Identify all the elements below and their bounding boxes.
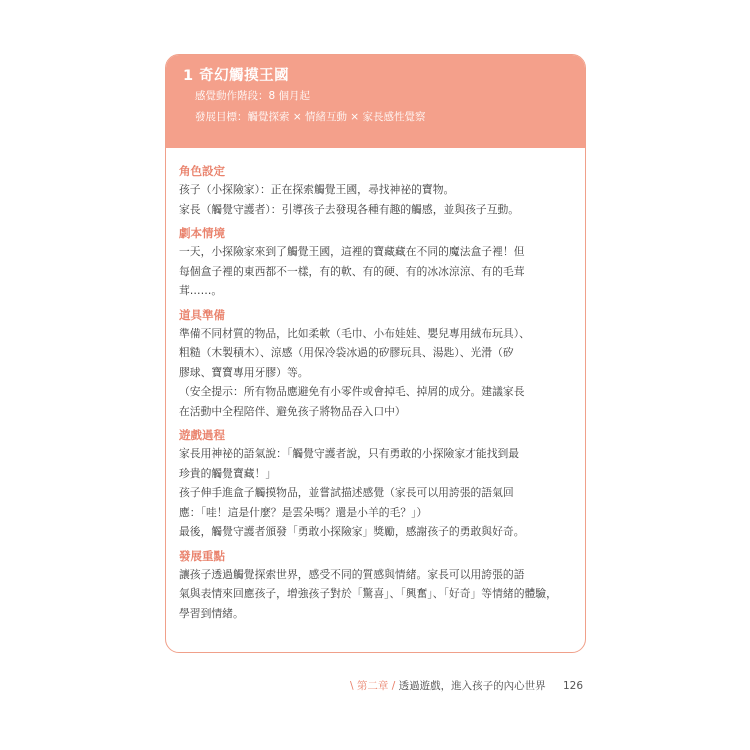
section-title: 遊戲過程 [179,428,225,442]
card-title: 1 奇幻觸摸王國 [183,68,290,84]
section-line: 粗糙（木製積木）、涼感（用保冷袋冰過的矽膠玩具、湯匙）、光滑（矽 [179,346,514,359]
section-props [179,306,573,422]
development-goal: 發展目標：觸覺探索 × 情緒互動 × 家長感性覺察 [195,111,426,123]
card-body [166,148,585,623]
section-line: 家長（觸覺守護者）：引導孩子去發現各種有趣的觸感，並與孩子互動。 [179,202,520,216]
section-title: 劇本情境 [179,226,225,240]
section-line: 珍貴的觸覺寶藏！」 [179,466,277,480]
section-line: 氣與表情來回應孩子，增強孩子對於「驚喜」、「興奮」、「好奇」等情緒的體驗， [179,587,557,600]
section-process [179,426,573,542]
chapter-title: 透過遊戲，進入孩子的內心世界 [398,680,546,692]
section-line: 家長用神祕的語氣說：「觸覺守護者說，只有勇敢的小探險家才能找到最 [179,447,520,460]
section-line: 一天，小探險家來到了觸覺王國，這裡的寶藏藏在不同的魔法盒子裡！但 [179,245,525,258]
section-line: （安全提示：所有物品應避免有小零件或會掉毛、掉屑的成分。建議家長 [179,385,525,398]
section-line: 準備不同材質的物品，比如柔軟（毛巾、小布娃娃、嬰兒專用絨布玩具）、 [179,326,530,340]
section-line: 應：「哇！這是什麼？是雲朵嗎？還是小羊的毛？」） [179,505,428,519]
activity-card [165,54,586,653]
section-focus [179,547,573,624]
card-header [166,55,585,148]
section-title: 角色設定 [179,164,225,178]
section-line: 最後，觸覺守護者頒發「勇敢小探險家」獎勵，感謝孩子的勇敢與好奇。 [179,525,525,538]
section-line: 膠球、寶寶專用牙膠）等。 [179,365,309,379]
section-line: 在活動中全程陪伴、避免孩子將物品吞入口中） [179,404,406,418]
page-number: 126 [562,680,584,692]
section-title: 發展重點 [179,548,225,563]
section-line: 學習到情緒。 [179,606,244,620]
section-line: 每個盒子裡的東西都不一樣，有的軟、有的硬、有的冰冰涼涼、有的毛茸 [179,264,525,278]
footer-slash-right: / [391,680,396,692]
section-scenario [179,224,573,301]
chapter-label: 第二章 [356,680,389,692]
section-line: 讓孩子透過觸覺探索世界，感受不同的質感與情緒。家長可以用誇張的語 [179,567,525,581]
section-line: 茸……。 [179,284,223,297]
footer-slash-left: \ [350,680,354,692]
section-title: 道具準備 [179,307,225,322]
development-stage: 感覺動作階段：8 個月起 [195,90,311,102]
page-footer [350,678,583,693]
section-line: 孩子伸手進盒子觸摸物品，並嘗試描述感覺（家長可以用誇張的語氣回 [179,486,514,499]
section-line: 孩子（小探險家）：正在探索觸覺王國，尋找神祕的寶物。 [179,183,455,196]
section-roles [179,162,573,219]
